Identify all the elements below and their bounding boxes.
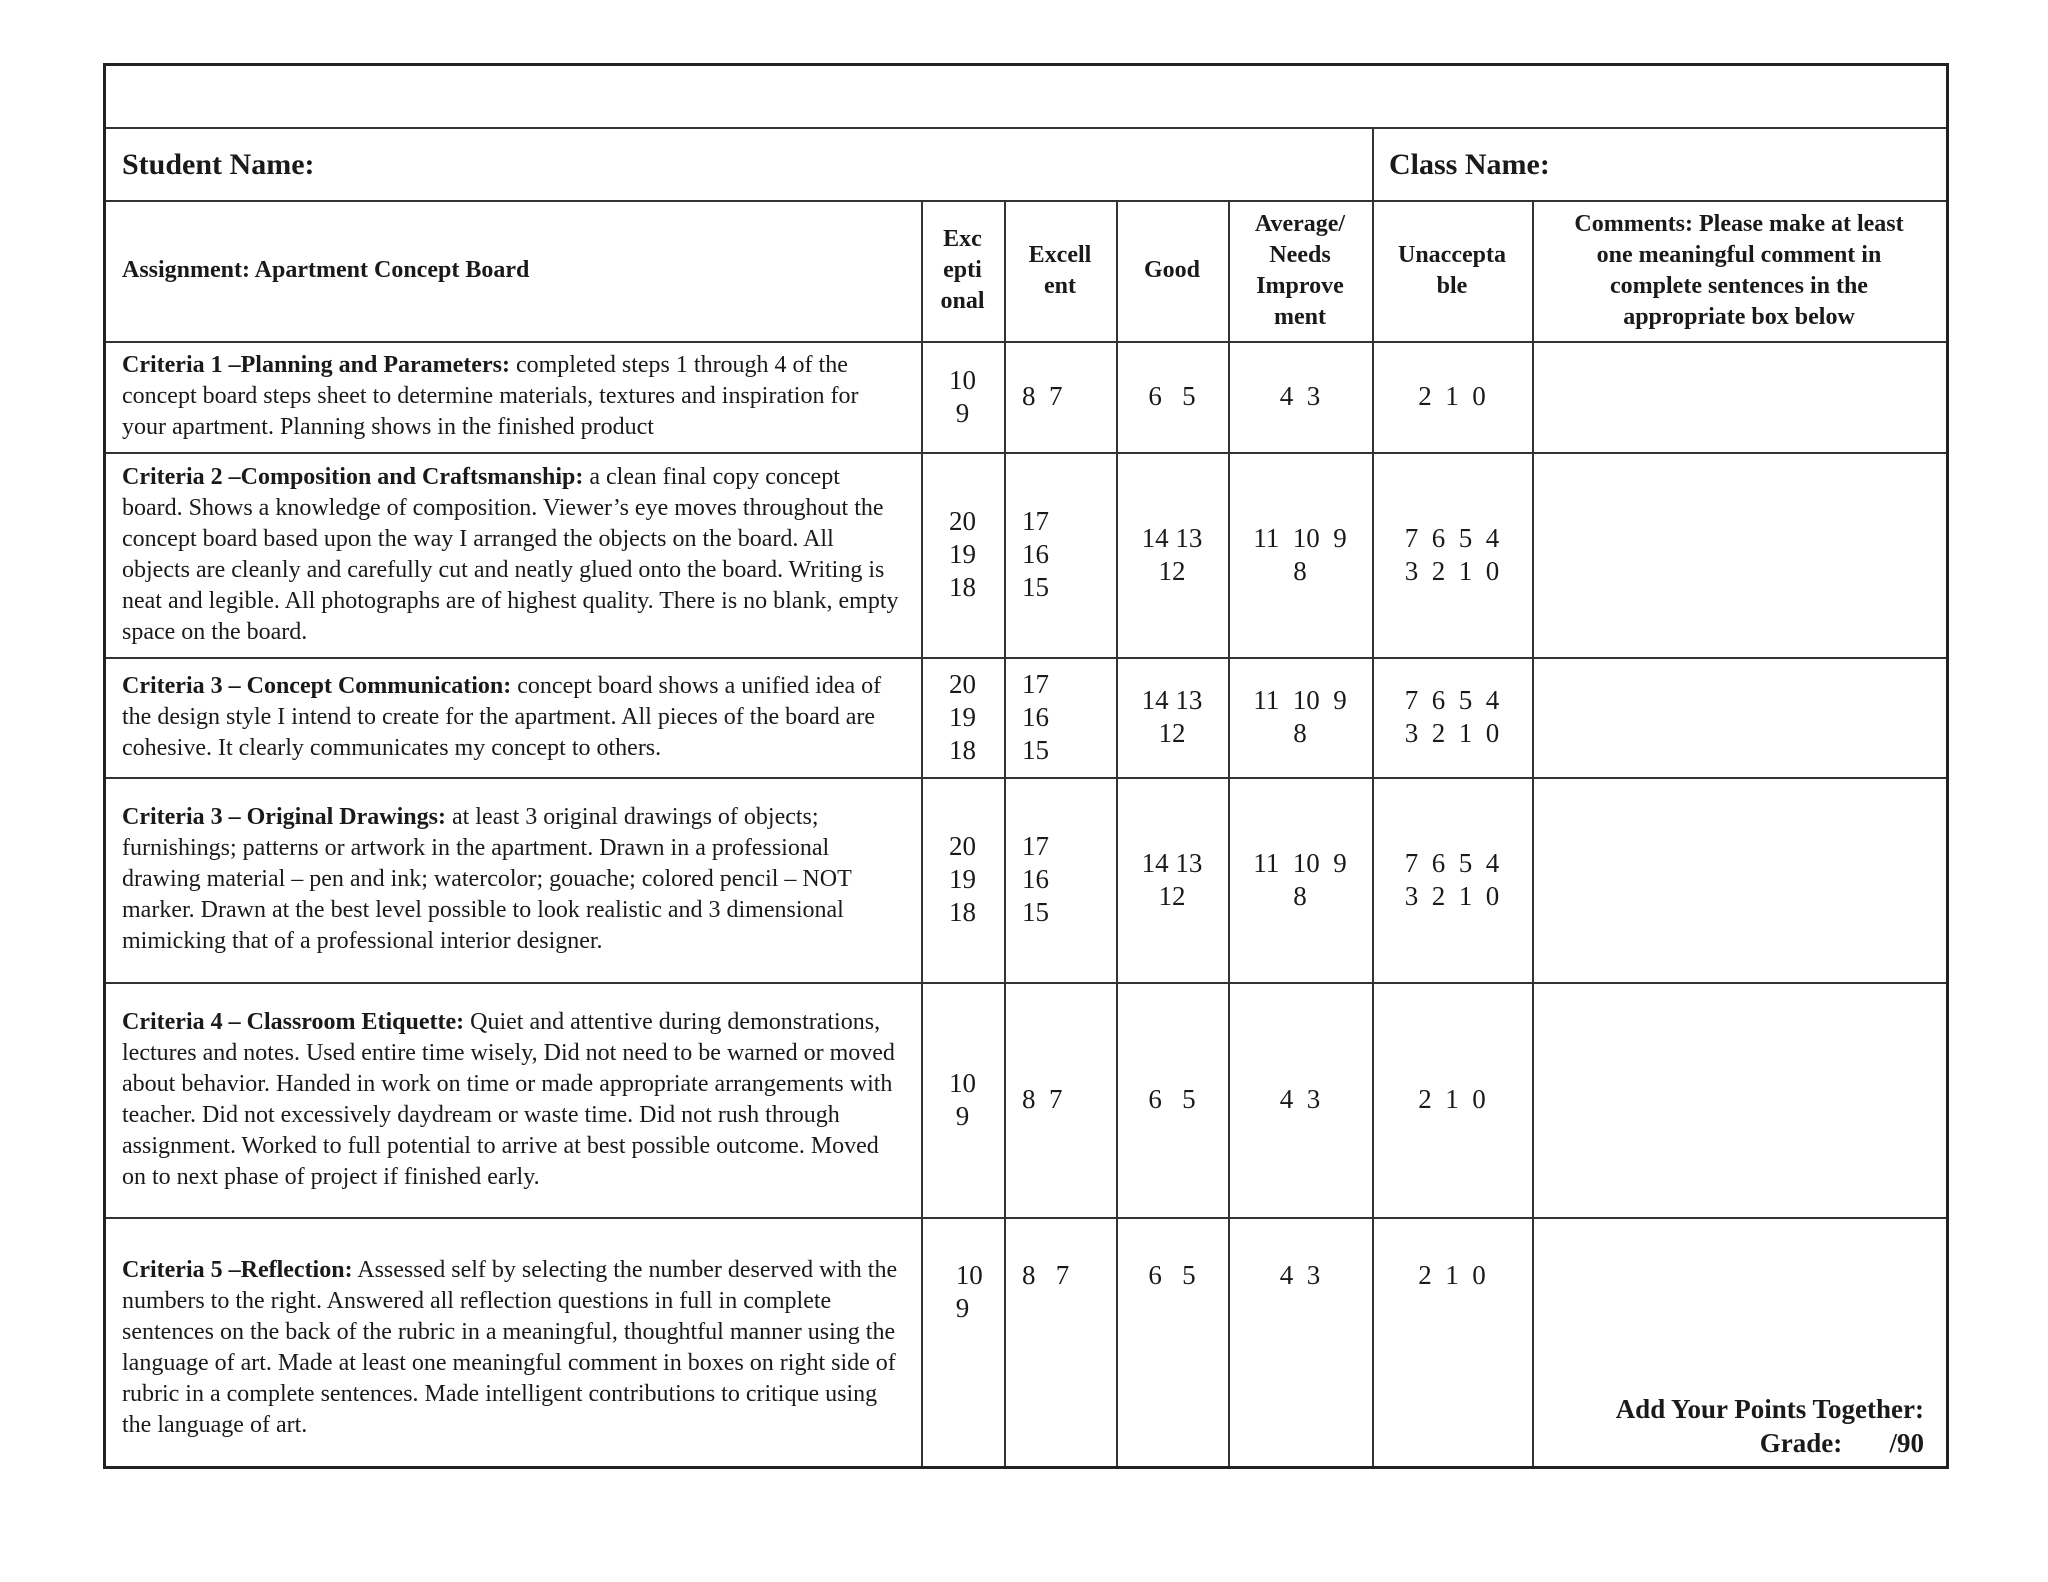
criteria-text: a clean final copy concept board. Shows a knowledge of composition. Viewer’s eye moves throughout the concept board based upon the way I arranged the objects on the board. All objects are cleanly and carefully cut and neatly glued onto the board. Writing is neat and legible. All photographs are of highest quality. There is no blank, empty space on the board. [122, 463, 899, 645]
comment-box[interactable] [1532, 657, 1946, 777]
score-options[interactable]: 14 13 12 [1141, 847, 1203, 911]
criteria-text: concept board shows a unified idea of the design style I intend to create for the apartment. All pieces of the board are cohesive. It clearly communicates my concept to others. [122, 672, 882, 761]
criteria-text: completed steps 1 through 4 of the concept board steps sheet to determine materials, textures and inspiration for your apartment. Planning shows in the finished product [122, 352, 859, 440]
good-line: Good [1143, 257, 1200, 283]
comments-line: complete sentences in the [1610, 272, 1868, 299]
comments-line: appropriate box below [1623, 303, 1855, 330]
criteria-title: Criteria 4 – Classroom Etiquette: [122, 1008, 465, 1035]
criteria-description [106, 657, 921, 777]
score-options[interactable]: 6 5 [1148, 1084, 1196, 1114]
row-divider [106, 127, 1946, 129]
score-options[interactable]: 10 9 [955, 1260, 983, 1323]
exceptional-header [921, 200, 1004, 341]
score-options[interactable]: 10 9 [949, 364, 976, 428]
exceptional-line: epti [943, 257, 982, 283]
score-options[interactable]: 7 6 5 4 3 2 1 0 [1404, 847, 1500, 911]
criteria-text: Assessed self by selecting the number deserved with the numbers to the right. Answered all reflection questions in full in complete sentences on the back of the rubric in a meaningful, thoughtful manner using the language of art. Made at least one meaningful comment in boxes on right side of rubric in a complete sentences. Made intelligent contributions to critique using the language of art. [122, 1257, 898, 1438]
score-options[interactable]: 17 16 15 [1022, 506, 1049, 602]
student-name-label: Student Name: [122, 148, 315, 181]
average-line: Average/ [1254, 210, 1346, 237]
average-line: Improve [1256, 272, 1344, 299]
score-options[interactable]: 4 3 [1279, 1084, 1321, 1114]
grade-label: Grade: /90 [1759, 1428, 1924, 1458]
score-options[interactable]: 20 19 18 [949, 506, 976, 602]
score-options[interactable]: 20 19 18 [949, 668, 976, 765]
excellent-line: Excell [1028, 241, 1092, 268]
score-options[interactable]: 14 13 12 [1141, 685, 1203, 748]
criteria-text: Quiet and attentive during demonstrations, lectures and notes. Used entire time wisely, Did not need to be warned or moved about behavior. Handed in work on time or made appropriate arrangements with teacher. Did not excessively daydream or waste time. Did not rush through assignment. Worked to full potential to arrive at best possible outcome. Moved on to next phase of project if finished early. [122, 1008, 895, 1190]
exceptional-line: onal [940, 288, 985, 314]
criteria-title: Criteria 1 –Planning and Parameters: [122, 352, 510, 378]
class-name-label: Class Name: [1389, 148, 1550, 181]
score-options[interactable]: 6 5 [1148, 1260, 1196, 1290]
score-options[interactable]: 17 16 15 [1022, 831, 1049, 927]
criteria-description [106, 452, 921, 657]
score-options[interactable]: 4 3 [1279, 381, 1321, 411]
exceptional-line: Exc [943, 226, 982, 252]
page-title [106, 66, 1946, 127]
assignment-header: Assignment: Apartment Concept Board [122, 257, 530, 283]
score-options[interactable]: 2 1 0 [1418, 1260, 1486, 1290]
excellent-header [1004, 200, 1116, 341]
criteria-text: at least 3 original drawings of objects; furnishings; patterns or artwork in the apartment. Drawn in a professional drawing material – pen and ink; watercolor; gouache; colored pencil – NOT marker. Drawn at the best level possible to look realistic and 3 dimensional mimicking that of a professional interior designer. [122, 804, 852, 954]
score-options[interactable]: 2 1 0 [1418, 1084, 1486, 1114]
add-points-label: Add Your Points Together: [1615, 1394, 1924, 1424]
score-options[interactable]: 20 19 18 [949, 831, 976, 927]
criteria-description [106, 777, 921, 982]
score-options[interactable]: 7 6 5 4 3 2 1 0 [1404, 685, 1500, 748]
average-line: ment [1274, 303, 1326, 330]
score-options[interactable]: 2 1 0 [1418, 381, 1486, 411]
score-options[interactable]: 11 10 9 8 [1253, 522, 1347, 586]
criteria-title: Criteria 5 –Reflection: [122, 1257, 353, 1283]
criteria-description [106, 1217, 921, 1466]
criteria-number: Criteria 3 – [122, 804, 247, 830]
score-options[interactable]: 14 13 12 [1141, 522, 1203, 586]
unacceptable-line: ble [1436, 272, 1468, 299]
score-options[interactable]: 8 7 [1022, 1260, 1070, 1290]
excellent-line: ent [1044, 272, 1076, 299]
comment-box[interactable] [1532, 777, 1946, 982]
score-options[interactable]: 4 3 [1279, 1260, 1321, 1290]
score-options[interactable]: 7 6 5 4 3 2 1 0 [1404, 522, 1500, 586]
average-line: Needs [1269, 241, 1331, 268]
score-options[interactable]: 11 10 9 8 [1253, 847, 1347, 911]
score-options[interactable]: 17 16 15 [1022, 668, 1049, 765]
comments-line: Comments: Please make at least [1574, 210, 1904, 237]
comments-header [1532, 200, 1946, 341]
score-options[interactable]: 10 9 [949, 1067, 976, 1131]
criteria-title: Criteria 2 –Composition and Craftsmanship: [122, 463, 584, 490]
average-header [1228, 200, 1372, 341]
criteria-title: Original Drawings: [246, 804, 446, 830]
criteria-description [106, 982, 921, 1217]
comment-box[interactable] [1532, 452, 1946, 657]
score-options[interactable]: 6 5 [1148, 381, 1196, 411]
criteria-description [106, 341, 921, 452]
rubric-table [103, 63, 1949, 1469]
score-options[interactable]: 11 10 9 8 [1253, 685, 1347, 748]
good-header [1116, 200, 1228, 341]
criteria-title: Criteria 3 – Concept Communication: [122, 672, 512, 699]
unacceptable-header [1372, 200, 1532, 341]
comments-line: one meaningful comment in [1596, 241, 1882, 268]
score-options[interactable]: 8 7 [1022, 1084, 1063, 1114]
unacceptable-line: Unaccepta [1398, 241, 1506, 268]
comment-box[interactable] [1532, 341, 1946, 452]
comment-box[interactable] [1532, 982, 1946, 1217]
score-options[interactable]: 8 7 [1022, 381, 1063, 411]
